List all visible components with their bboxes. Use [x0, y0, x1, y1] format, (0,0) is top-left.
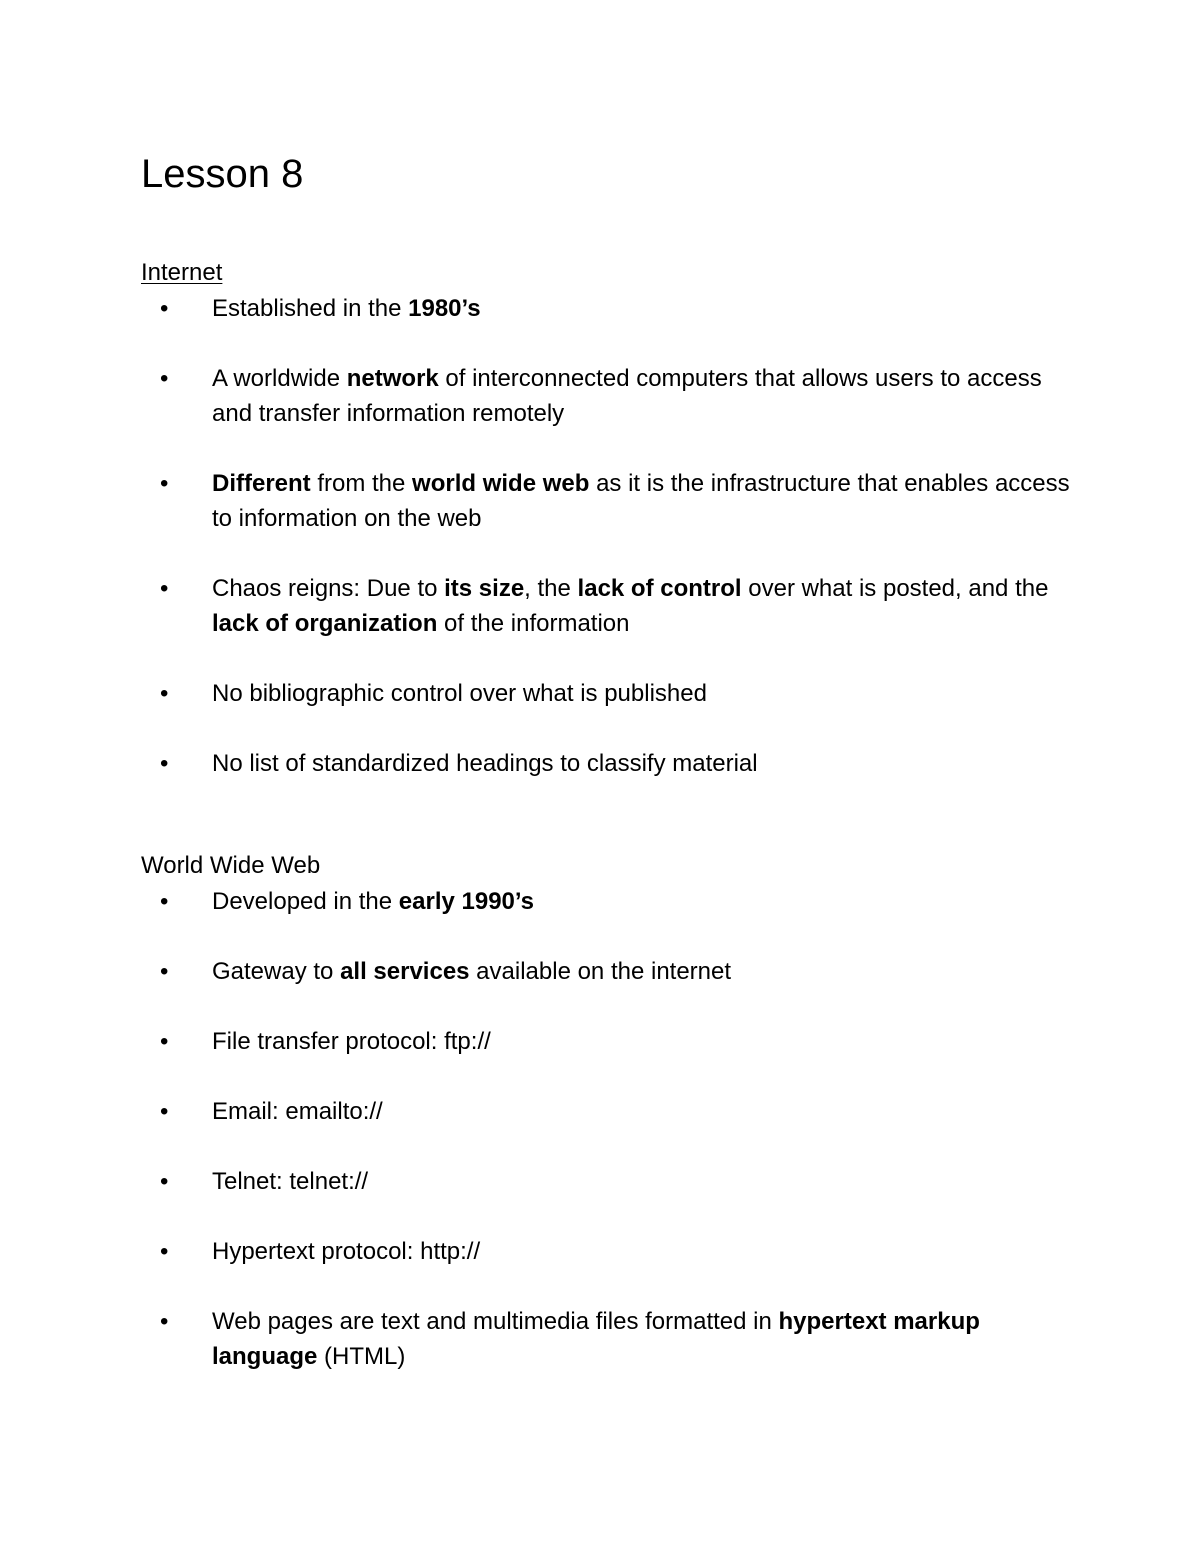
- list-item: [0, 1304, 1200, 1374]
- list-item: [0, 1094, 1200, 1129]
- text-run: File transfer protocol: ftp://: [212, 1028, 491, 1055]
- bold-text: lack of organization: [212, 610, 438, 637]
- bullet-icon: •: [160, 1238, 169, 1265]
- bold-text: Different: [212, 470, 311, 497]
- list-item: [0, 1234, 1200, 1269]
- text-run: as it is the infrastructure that enables access to information on the web: [212, 470, 1070, 532]
- bold-text: 1980’s: [408, 295, 481, 322]
- bullet-icon: •: [160, 888, 169, 915]
- text-run: Email: emailto://: [212, 1098, 383, 1125]
- text-run: Developed in the: [212, 888, 399, 915]
- bullet-icon: •: [160, 750, 169, 777]
- internet-bullet-list: [0, 291, 1200, 816]
- text-run: (HTML): [317, 1343, 406, 1370]
- list-item: [0, 954, 1200, 989]
- text-run: Gateway to: [212, 958, 341, 985]
- bullet-icon: •: [160, 1168, 169, 1195]
- list-item: [0, 884, 1200, 919]
- www-bullet-list: [0, 884, 1200, 1409]
- text-run: over what is posted, and the: [741, 575, 1049, 602]
- text-run: No bibliographic control over what is published: [212, 680, 707, 707]
- bullet-icon: •: [160, 470, 169, 497]
- text-run: Chaos reigns: Due to: [212, 575, 445, 602]
- bold-text: world wide web: [412, 470, 590, 497]
- bullet-icon: •: [160, 575, 169, 602]
- bullet-icon: •: [160, 365, 169, 392]
- bullet-icon: •: [160, 1098, 169, 1125]
- bold-text: network: [346, 365, 439, 392]
- list-item: [0, 291, 1200, 326]
- list-item: [0, 361, 1200, 431]
- page-title: Lesson 8: [141, 152, 304, 196]
- list-item: [0, 1164, 1200, 1199]
- bold-text: lack of control: [577, 575, 742, 602]
- bullet-icon: •: [160, 295, 169, 322]
- bold-text: hypertext markup language: [212, 1308, 980, 1370]
- list-item: [0, 571, 1200, 641]
- text-run: of interconnected computers that allows users to access and transfer information remotely: [212, 365, 1042, 427]
- list-item: [0, 466, 1200, 536]
- bold-text: early 1990’s: [398, 888, 535, 915]
- bullet-icon: •: [160, 1308, 169, 1335]
- text-run: Hypertext protocol: http://: [212, 1238, 481, 1265]
- section-heading-internet: Internet: [141, 259, 223, 286]
- text-run: , the: [524, 575, 578, 602]
- text-run: No list of standardized headings to classify material: [212, 750, 758, 777]
- bold-text: its size: [444, 575, 525, 602]
- text-run: Web pages are text and multimedia files formatted in: [212, 1308, 779, 1335]
- list-item: [0, 1024, 1200, 1059]
- bullet-icon: •: [160, 680, 169, 707]
- bold-text: all services: [340, 958, 470, 985]
- bullet-icon: •: [160, 958, 169, 985]
- text-run: Telnet: telnet://: [212, 1168, 369, 1195]
- text-run: A worldwide: [212, 365, 347, 392]
- text-run: Established in the: [212, 295, 409, 322]
- section-heading-world-wide-web: World Wide Web: [141, 852, 321, 879]
- text-run: from the: [310, 470, 413, 497]
- text-run: of the information: [437, 610, 630, 637]
- bullet-icon: •: [160, 1028, 169, 1055]
- text-run: available on the internet: [469, 958, 732, 985]
- list-item: [0, 746, 1200, 781]
- list-item: [0, 676, 1200, 711]
